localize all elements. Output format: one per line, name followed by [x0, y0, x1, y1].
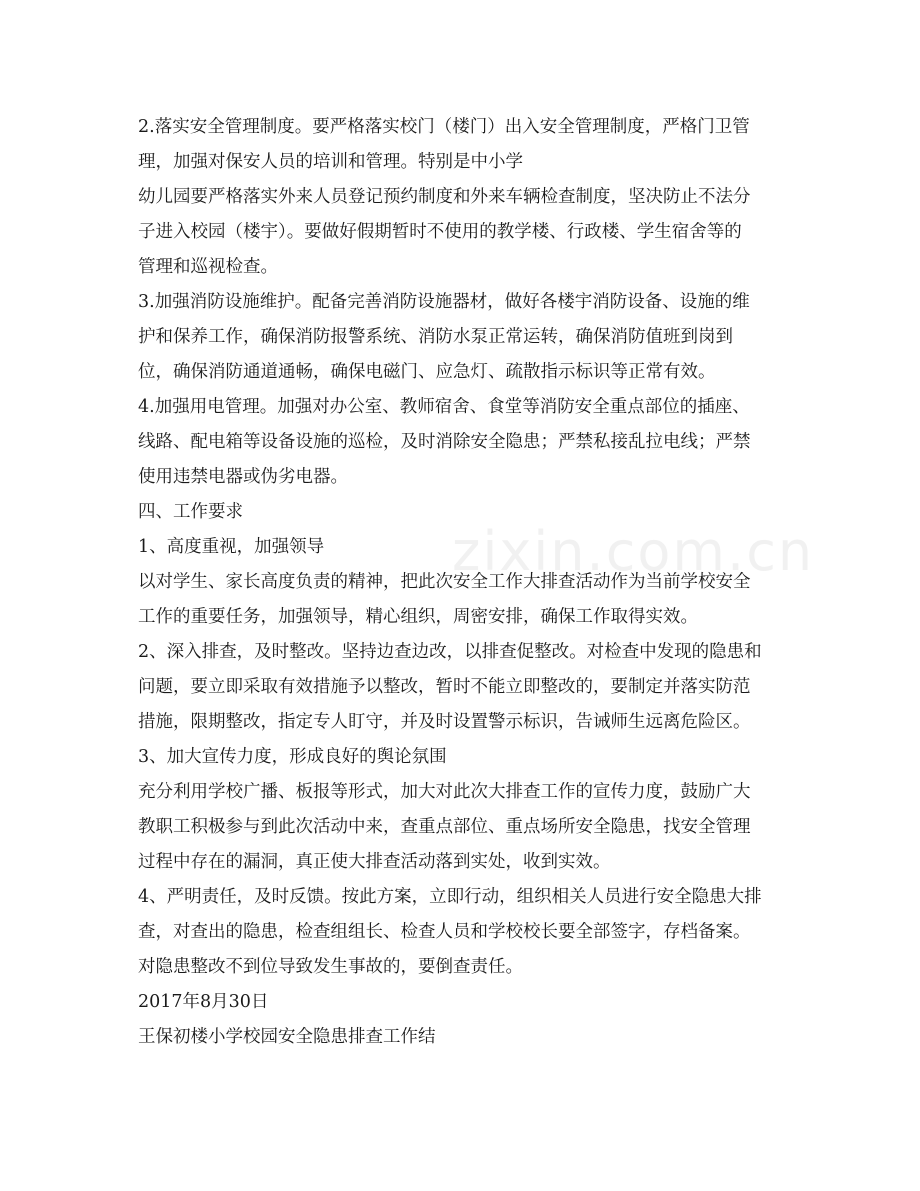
paragraph-line: 使用违禁电器或伪劣电器。 [138, 467, 348, 487]
paragraph-line: 4.加强用电管理。加强对办公室、教师宿舍、食堂等消防安全重点部位的插座、 [138, 397, 750, 417]
paragraph-line: 位，确保消防通道通畅，确保电磁门、应急灯、疏散指示标识等正常有效。 [138, 362, 716, 382]
paragraph-line: 对隐患整改不到位导致发生事故的，要倒查责任。 [138, 957, 523, 977]
subsection-heading: 3、加大宣传力度，形成良好的舆论氛围 [138, 747, 447, 767]
date-line: 2017年8月30日 [138, 992, 269, 1012]
subsection-heading: 1、高度重视，加强领导 [138, 537, 325, 557]
title-line: 王保初楼小学校园安全隐患排查工作结 [138, 1027, 436, 1047]
paragraph-line: 以对学生、家长高度负责的精神，把此次安全工作大排查活动作为当前学校安全 [138, 572, 751, 592]
paragraph-line: 3.加强消防设施维护。配备完善消防设施器材，做好各楼宇消防设备、设施的维 [138, 292, 750, 312]
paragraph-line: 问题，要立即采取有效措施予以整改，暂时不能立即整改的，要制定并落实防范 [138, 677, 751, 697]
paragraph-line: 过程中存在的漏洞，真正使大排查活动落到实处，收到实效。 [138, 852, 611, 872]
paragraph-line: 查，对查出的隐患，检查组组长、检查人员和学校校长要全部签字，存档备案。 [138, 922, 751, 942]
paragraph-line: 2.落实安全管理制度。要严格落实校门（楼门）出入安全管理制度，严格门卫管 [138, 117, 750, 137]
document-body [138, 110, 788, 1055]
paragraph-line: 措施，限期整改，指定专人盯守，并及时设置警示标识，告诫师生远离危险区。 [138, 712, 751, 732]
paragraph-line: 教职工积极参与到此次活动中来，查重点部位、重点场所安全隐患，找安全管理 [138, 817, 751, 837]
paragraph-line: 2、深入排查，及时整改。坚持边查边改，以排查促整改。对检查中发现的隐患和 [138, 642, 762, 662]
paragraph-line: 充分利用学校广播、板报等形式，加大对此次大排查工作的宣传力度，鼓励广大 [138, 782, 751, 802]
paragraph-line: 线路、配电箱等设备设施的巡检，及时消除安全隐患；严禁私接乱拉电线；严禁 [138, 432, 751, 452]
section-heading: 四、工作要求 [138, 502, 243, 522]
paragraph-line: 子进入校园（楼宇）。要做好假期暂时不使用的教学楼、行政楼、学生宿舍等的 [138, 222, 742, 242]
paragraph-line: 4、严明责任，及时反馈。按此方案，立即行动，组织相关人员进行安全隐患大排 [138, 887, 762, 907]
paragraph-line: 理，加强对保安人员的培训和管理。特别是中小学 [138, 152, 523, 172]
paragraph-line: 工作的重要任务，加强领导，精心组织，周密安排，确保工作取得实效。 [138, 607, 698, 627]
paragraph-line: 护和保养工作，确保消防报警系统、消防水泵正常运转，确保消防值班到岗到 [138, 327, 733, 347]
watermark: zixin.com.cn [452, 520, 815, 583]
paragraph-line: 幼儿园要严格落实外来人员登记预约制度和外来车辆检查制度，坚决防止不法分 [138, 187, 751, 207]
paragraph-line: 管理和巡视检查。 [138, 257, 278, 277]
